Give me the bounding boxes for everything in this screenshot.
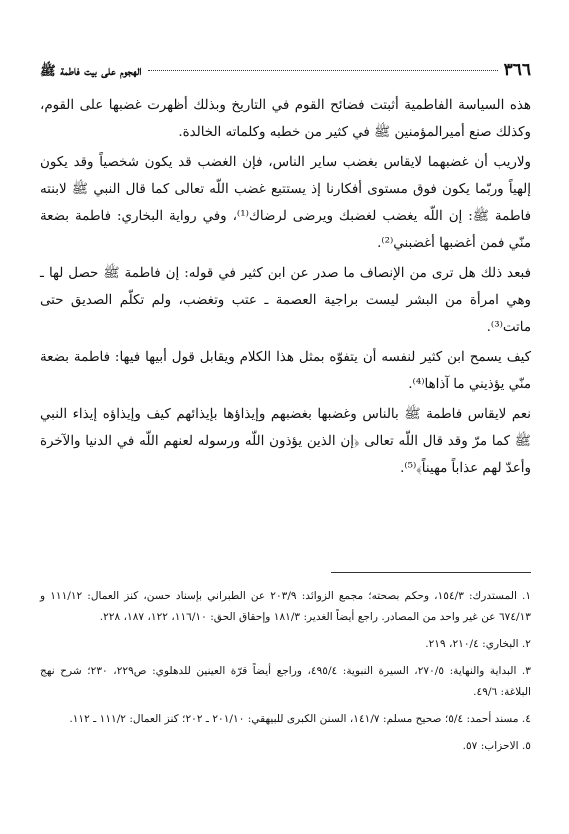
footnote: ١. المستدرك: ١٥٤/٣، وحكم بصحته؛ مجمع الزوائد: ٢٠٣/٩ عن الطبراني بإسناد حسن، كنز العمال: ١١١/١٢ و ٦٧٤/١٣ عن غير واحد من المصادر. راجع أيضاً الغدير: ١٨١/٣ وإحقاق الحق: ١١٦/١٠، ١٢٢، ١٨٧، ٢٢٨. [40, 590, 532, 623]
header-dotted-leader [148, 70, 498, 71]
running-title: الهجوم على بيت فاطمة ﷺ [40, 64, 142, 79]
footnote: ٢. البخاري: ٢١٠/٤، ٢١٩. [425, 638, 531, 650]
body-text [40, 92, 531, 482]
page-number: ٣٦٦ [503, 60, 531, 80]
paragraph: هذه السياسة الفاطمية أثبتت فضائح القوم في التاريخ وبذلك أظهرت غضبها على القوم، وكذلك صنع أميرالمؤمنين ﷺ في كثير من خطبه وكلماته الخالدة. [40, 98, 531, 140]
paragraph: فبعد ذلك هل ترى من الإنصاف ما صدر عن ابن كثير في قوله: إن فاطمة ﷺ حصل لها ـ وهي امرأة من البشر ليست براجية العصمة ـ عتب وتغضب، ولم تكلّم الصديق حتى ماتت⁽³⁾. [40, 266, 531, 335]
footnote: ٥. الاحزاب: ٥٧. [462, 740, 531, 752]
footnote: ٣. البداية والنهاية: ٢٧٠/٥، السيرة النبوية: ٤٩٥/٤، وراجع أيضاً قرّة العينين للدهلوي: ص٢٢٩، ٢٣٠؛ شرح نهج البلاغة: ٤٩/٦. [40, 665, 531, 698]
footnote: ٤. مسند أحمد: ٥/٤؛ صحيح مسلم: ١٤١/٧، السنن الكبرى للبيهقي: ٢٠١/١٠ ـ ٢٠٢؛ كنز العمال: ١١١/٢ ـ ١١٢. [69, 713, 531, 725]
paragraph: كيف يسمح ابن كثير لنفسه أن يتفوّه بمثل هذا الكلام ويقابل قول أبيها فيها: فاطمة بضعة منّي يؤذيني ما آذاها⁽⁴⁾. [40, 350, 531, 392]
paragraph: ولاريب أن غضبهما لايقاس بغضب ساير الناس، فإن الغضب قد يكون شخصياً وقد يكون إلهياً وربّما يكون فوق مستوى أفكارنا إذ يستتبع غضب اللّه تعالى كما قال النبي ﷺ لابنته فاطمة ﷺ: إن اللّه يغضب لغضبك ويرضى لرضاك⁽¹⁾، وفي رواية البخاري: فاطمة بضعة منّي فمن أغضبها أغضبني⁽²⁾. [40, 155, 531, 251]
paragraph: نعم لايقاس فاطمة ﷺ بالناس وغضبها بغضبهم وإيذاؤها بإيذائهم كيف وإيذاؤه إيذاء النبي ﷺ كما مرّ وقد قال اللّه تعالى ﴿إن الذين يؤذون اللّه ورسوله لعنهم اللّه في الدنيا والآخرة وأعدّ لهم عذاباً مهيناً﴾⁽⁵⁾. [40, 407, 531, 476]
footnote-separator [331, 572, 531, 573]
footnotes [40, 586, 531, 763]
running-header [40, 60, 531, 82]
